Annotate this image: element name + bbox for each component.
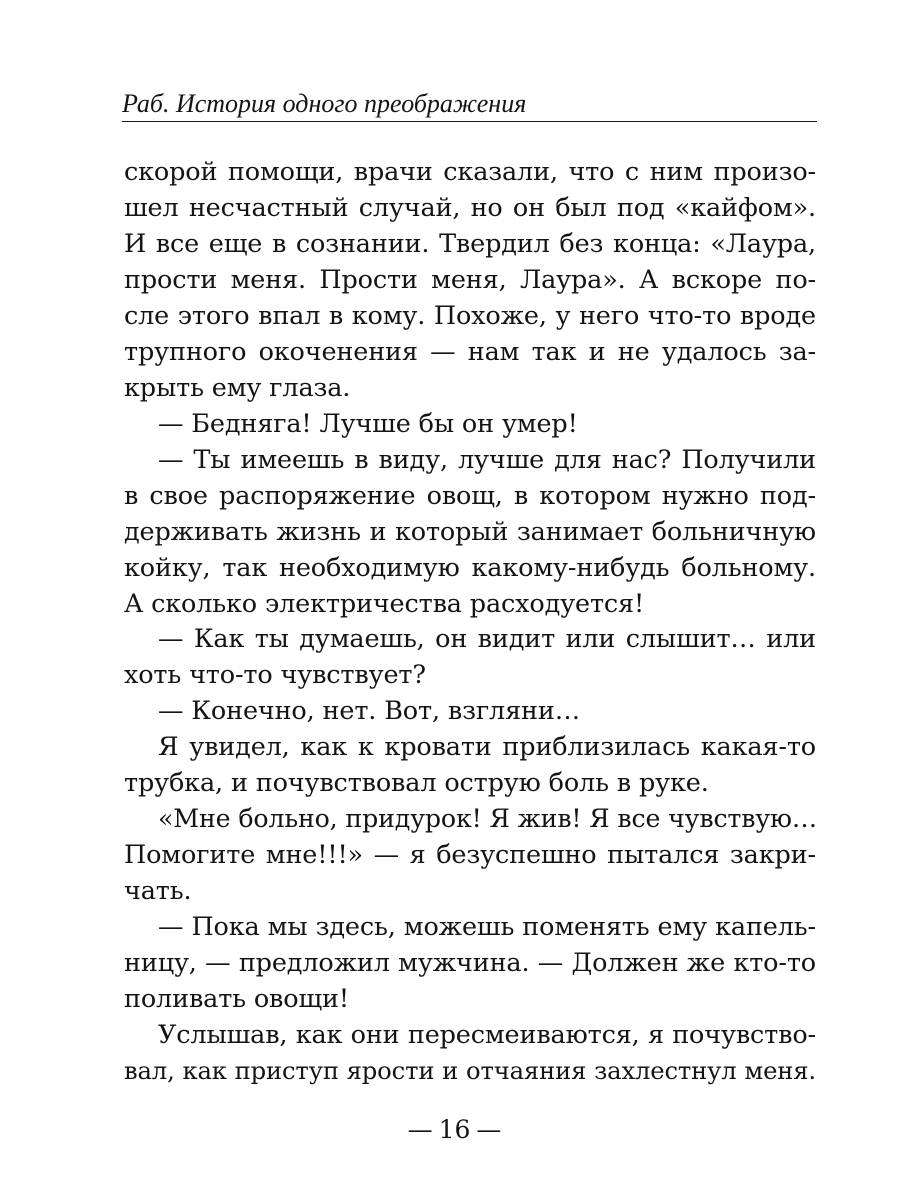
- text-line: трупного окоченения — нам так и не удалось за-: [124, 337, 816, 367]
- text-line: Помогите мне!!!» — я безуспешно пытался закри-: [124, 840, 816, 870]
- dialogue-line: — Ты имеешь в виду, лучше для нас? Получили: [158, 445, 816, 475]
- text-line: чать.: [124, 876, 192, 906]
- text-line: сле этого впал в кому. Похоже, у него что-то вроде: [124, 301, 816, 331]
- text-line: в свое распоряжение овощ, в котором нужно под-: [124, 481, 816, 511]
- text-line: трубка, и почувствовал острую боль в руке.: [124, 768, 709, 798]
- text-line: держивать жизнь и который занимает больничную: [124, 517, 816, 547]
- text-line: вал, как приступ ярости и отчаяния захлестнул меня.: [124, 1056, 816, 1085]
- text-line: скорой помощи, врачи сказали, что с ним произо-: [124, 157, 816, 187]
- running-header: [122, 88, 817, 122]
- text-line: крыть ему глаза.: [124, 373, 351, 403]
- text-line: А сколько электричества расходуется!: [124, 589, 645, 619]
- dialogue-line: — Как ты думаешь, он видит или слышит… или: [158, 624, 816, 654]
- dialogue-line: — Бедняга! Лучше бы он умер!: [158, 409, 578, 439]
- text-line: хоть что-то чувствует?: [124, 660, 426, 690]
- text-line: шел несчастный случай, но он был под «кайфом».: [124, 193, 816, 223]
- page-number-footer: [0, 1115, 909, 1145]
- text-line: ницу, — предложил мужчина. — Должен же кто-то: [124, 948, 816, 978]
- folio-dash-right: —: [476, 1115, 502, 1144]
- text-line: Я увидел, как к кровати приблизилась какая-то: [158, 732, 816, 762]
- page-number: 16: [438, 1115, 471, 1144]
- running-title: Раб. История одного преображения: [122, 89, 527, 118]
- text-line: Услышав, как они пересмеиваются, я почувство-: [158, 1020, 816, 1050]
- text-line: поливать овощи!: [124, 984, 349, 1014]
- dialogue-line: — Конечно, нет. Вот, взгляни…: [158, 696, 581, 726]
- text-line: «Мне больно, придурок! Я жив! Я все чувствую…: [158, 804, 817, 833]
- folio-dash-left: —: [407, 1115, 433, 1144]
- text-line: прости меня. Прости меня, Лаура». А вскоре по-: [124, 265, 816, 295]
- text-line: И все еще в сознании. Твердил без конца: «Лаура,: [124, 229, 816, 259]
- dialogue-line: — Пока мы здесь, можешь поменять ему капель-: [158, 912, 816, 942]
- text-line: койку, так необходимую какому-нибудь больному.: [124, 553, 816, 583]
